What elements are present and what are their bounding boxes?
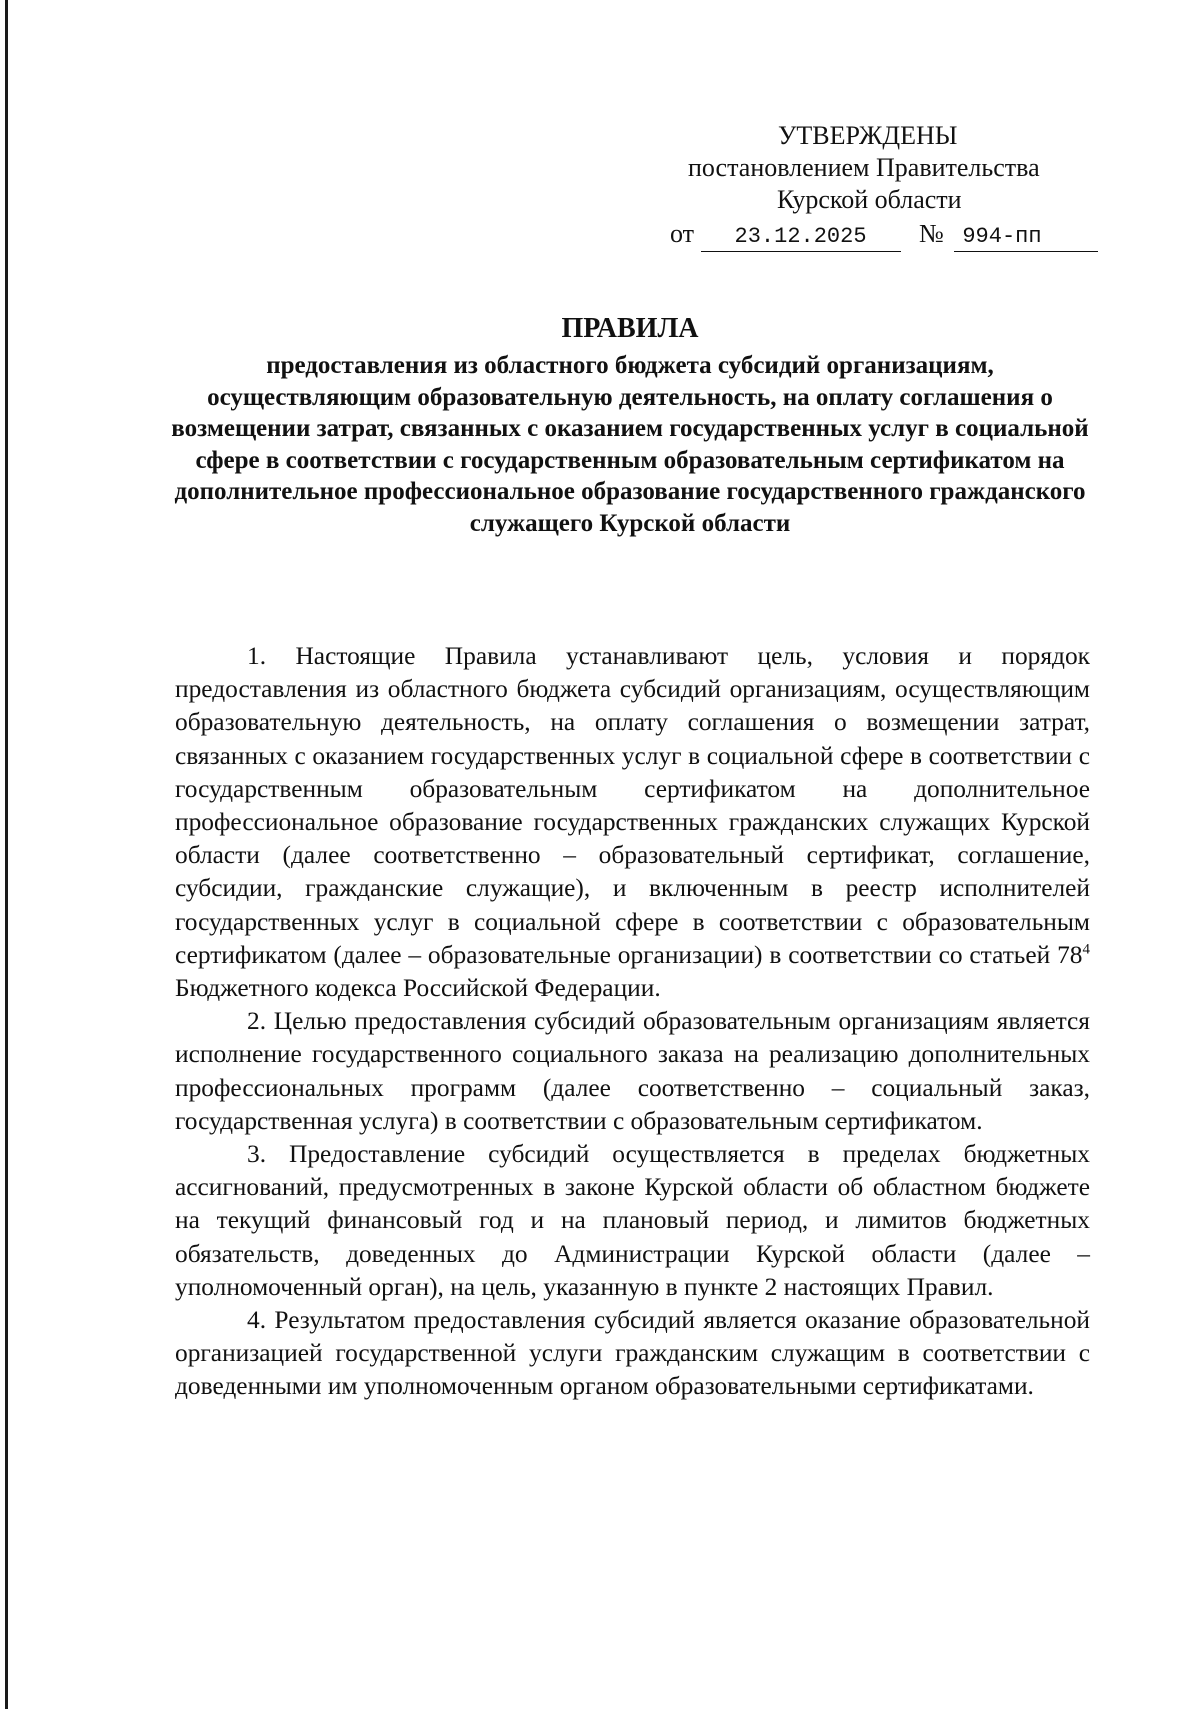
document-heading: [170, 312, 1090, 539]
paragraph-3: 3. Предоставление субсидий осуществляется в пределах бюджетных ассигнований, предусмотренных в законе Курской области об областном бюджете на текущий финансовый год и на плановый период, и лимитов бюджетных обязательств, доведенных до Администрации Курской области (далее – уполномоченный орган), на цель, указанную в пункте 2 настоящих Правил.: [175, 1140, 1090, 1301]
approval-reference: [640, 218, 1100, 252]
paragraph-1-tail: Бюджетного кодекса Российской Федерации.: [175, 974, 661, 1003]
approval-number: 994-пп: [954, 223, 1098, 252]
paragraph-1: [175, 640, 1090, 1005]
paragraph-1-superscript: 4: [1082, 941, 1090, 958]
approval-region: Курской области: [777, 185, 962, 214]
approval-by: постановлением Правительства: [688, 153, 1040, 182]
approval-title: УТВЕРЖДЕНЫ: [778, 121, 958, 150]
document-body: [175, 640, 1090, 1404]
from-label: от: [670, 219, 695, 248]
approval-stamp: [640, 120, 1100, 252]
document-subtitle: предоставления из областного бюджета субсидий организациям, осуществляющим образовательную деятельность, на оплату соглашения о возмещении затрат, связанных с оказанием государственных услуг в социальной сфере в соответствии с государственным образовательным сертификатом на дополнительное профессиональное образование государственного гражданского служащего Курской области: [171, 352, 1089, 537]
document-title: ПРАВИЛА: [561, 313, 699, 344]
paragraph-2: 2. Целью предоставления субсидий образовательным организациям является исполнение государственного социального заказа на реализацию дополнительных профессиональных программ (далее соответственно – социальный заказ, государственная услуга) в соответствии с образовательным сертификатом.: [175, 1007, 1090, 1135]
approval-date: 23.12.2025: [701, 223, 901, 252]
page-edge-line: [5, 0, 8, 1709]
paragraph-1-text: 1. Настоящие Правила устанавливают цель, условия и порядок предоставления из областного бюджета субсидий организациям, осуществляющим образовательную деятельность, на оплату соглашения о возмещении затрат, связанных с оказанием государственных услуг в социальной сфере в соответствии с государственным образовательным сертификатом на дополнительное профессиональное образование государственных гражданских служащих Курской области (далее соответственно – образовательный сертификат, соглашение, субсидии, гражданские служащие), и включенным в реестр исполнителей государственных услуг в социальной сфере в соответствии с образовательным сертификатом (далее – образовательные организации) в соответствии со статьей 78: [175, 642, 1090, 969]
number-label: №: [919, 219, 944, 248]
paragraph-4: 4. Результатом предоставления субсидий является оказание образовательной организацией государственной услуги гражданским служащим в соответствии с доведенными им уполномоченным органом образовательными сертификатами.: [175, 1306, 1090, 1401]
